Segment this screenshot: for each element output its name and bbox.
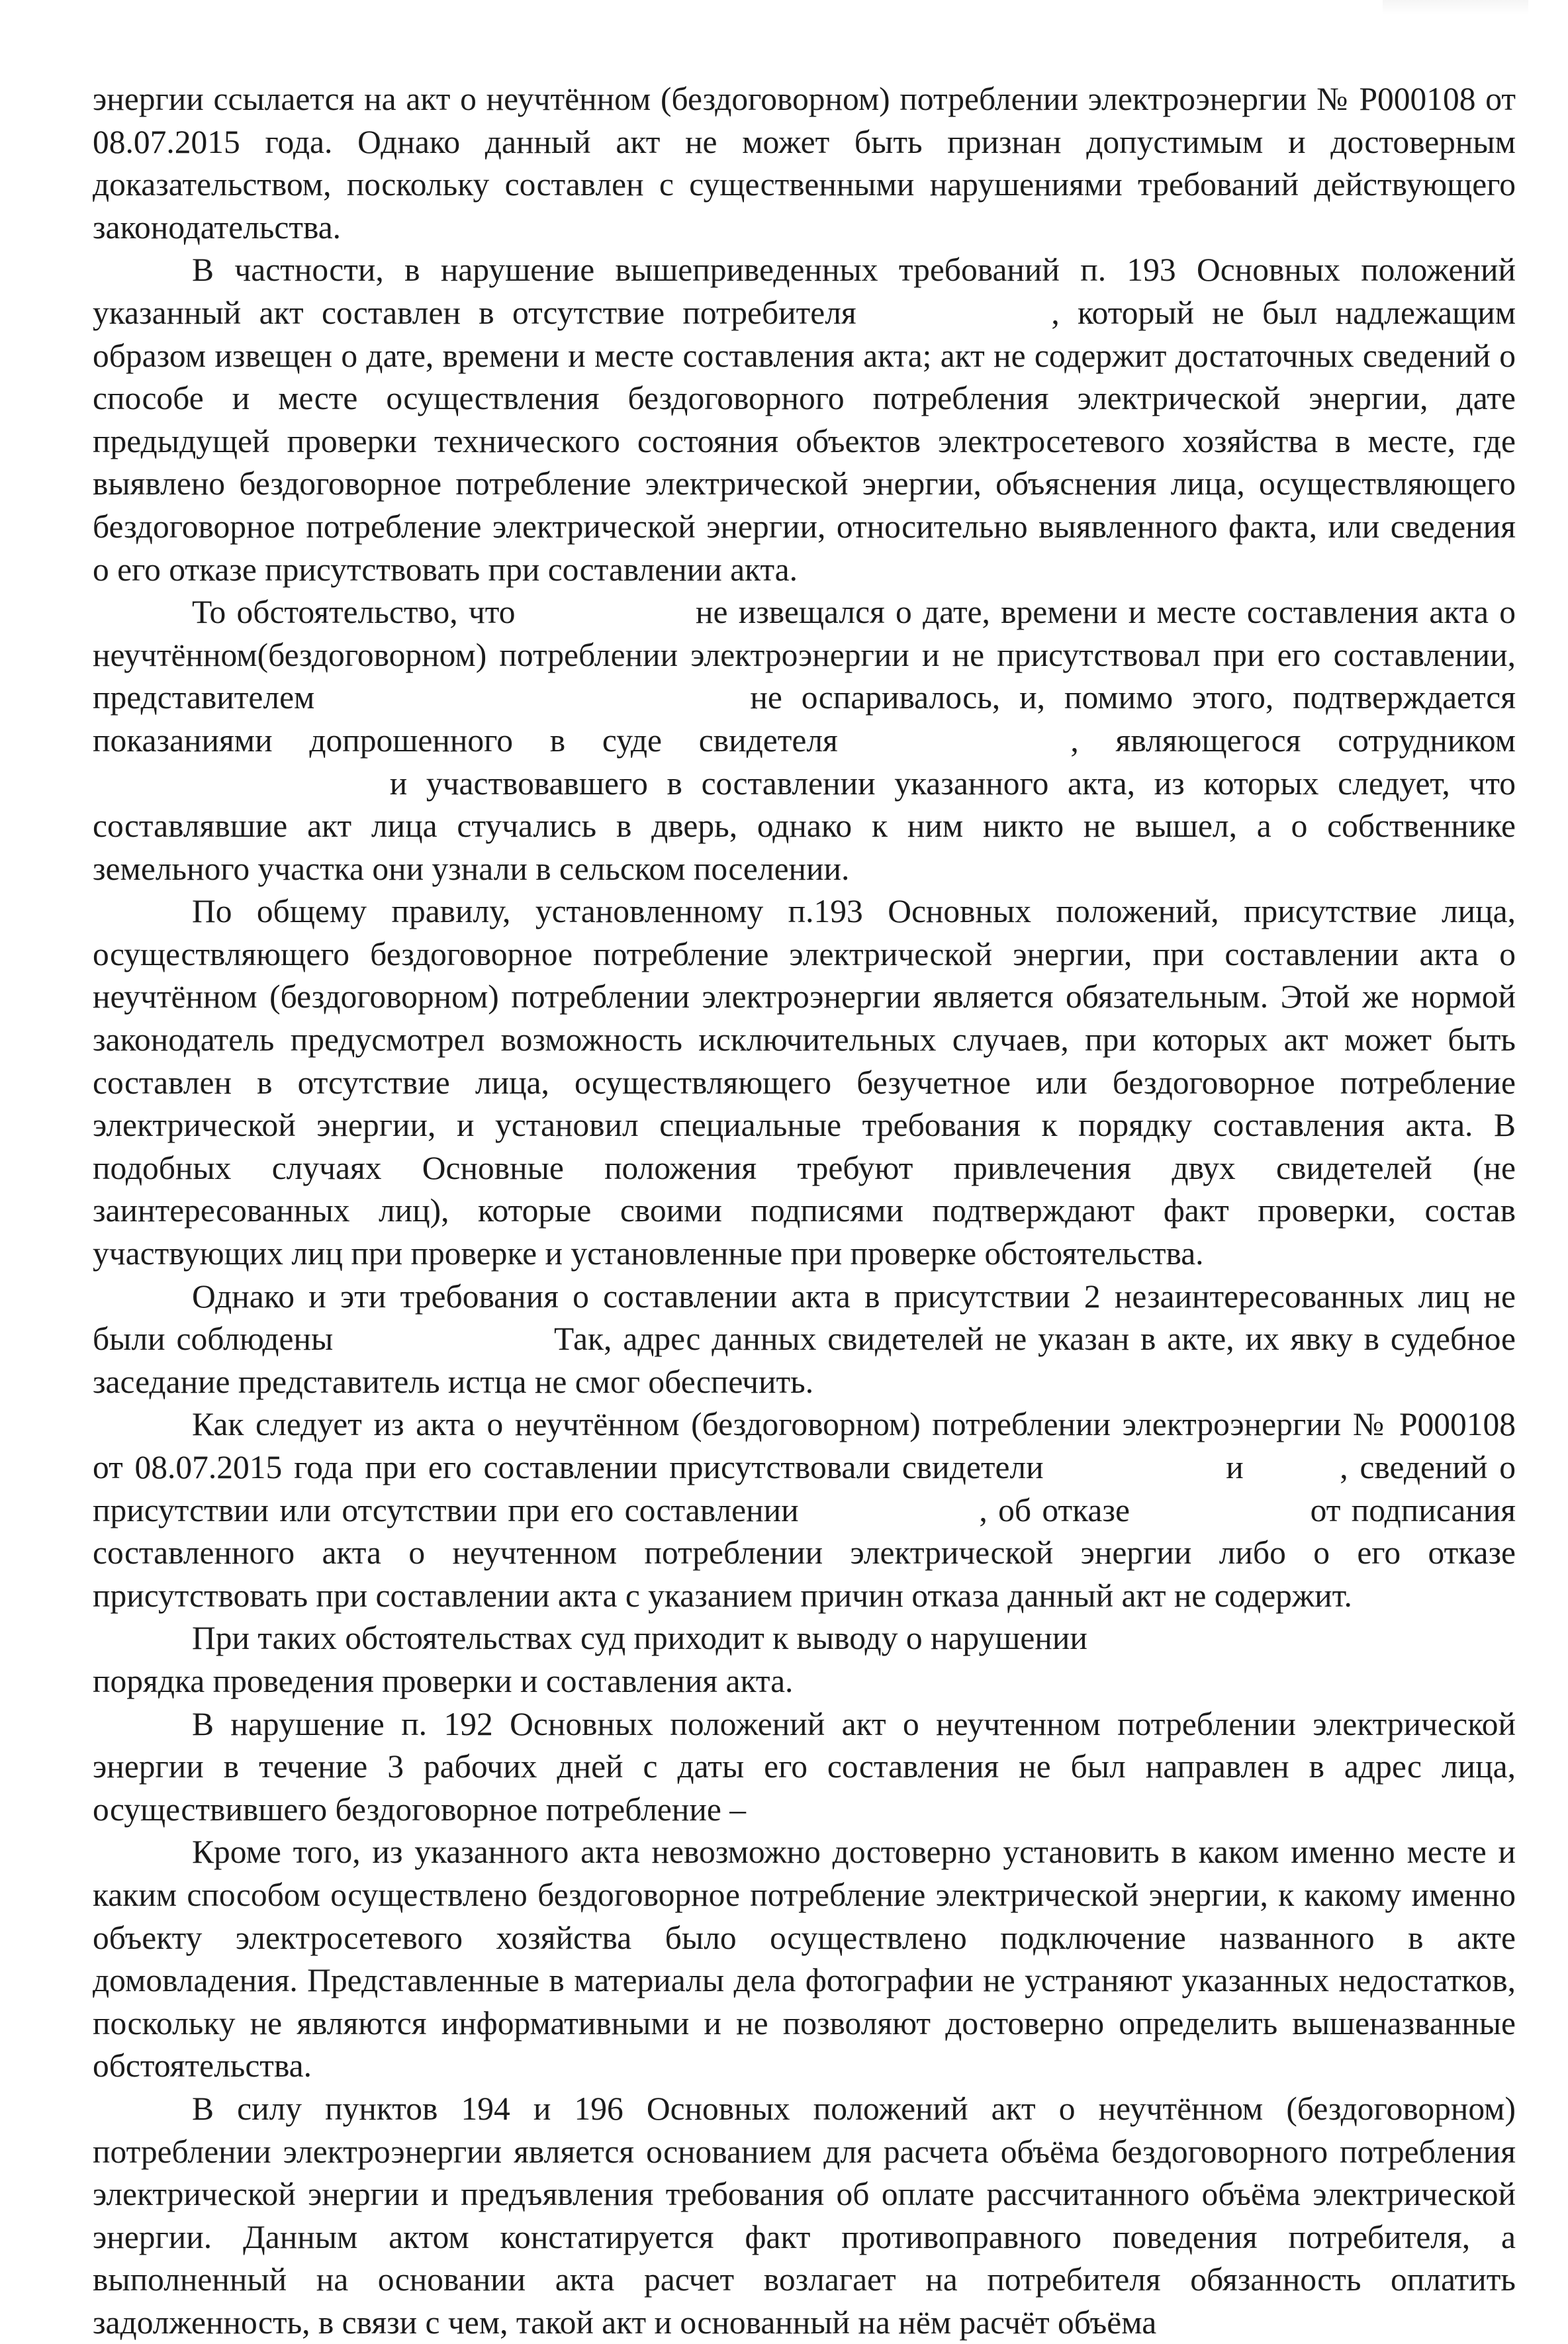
paragraph-text: Кроме того, из указанного акта невозможно достоверно установить в каком именно месте и каким способом осуществлено бездоговорное потребление электрической энергии, к какому именно объекту электросетевого хозяйства было осуществлено подключение названного в акте домовладения. Представленные в материалы дела фотографии не устраняют указанных недостатков, поскольку не являются информативными и не позволяют достоверно определить вышеназванные обстоятельства. — [93, 1834, 1516, 2085]
paragraph-text: энергии ссылается на акт о неучтённом (бездоговорном) потреблении электроэнергии № Р000108 от 08.07.2015 года. Однако данный акт не может быть признан допустимым и достоверным доказательством, поскольку составлен с существенными нарушениями требований действующего законодательства. — [93, 81, 1516, 246]
paragraph-p8 — [93, 1660, 1516, 1703]
paragraph-text: Как следует из акта о неучтённом (бездоговорном) потреблении электроэнергии № Р000108 от 08.07.2015 года при его составлении присутствовали свидетели — [93, 1406, 1516, 1485]
paragraph-p11 — [93, 2088, 1516, 2344]
paragraph-p5 — [93, 1276, 1516, 1404]
paragraph-p10 — [93, 1831, 1516, 2088]
paragraph-text: То обстоятельство, что — [192, 594, 516, 631]
paragraph-text: и — [1226, 1449, 1244, 1485]
paragraph-p3 — [93, 591, 1516, 890]
document-body — [93, 78, 1516, 2344]
paragraph-p1 — [93, 78, 1516, 249]
paragraph-text: , об отказе — [979, 1491, 1130, 1528]
paragraph-text: , который не был надлежащим образом извещен о дате, времени и месте составления акта; акт не содержит достаточных сведений о способе и месте осуществления бездоговорного потребления электрической энергии, дате предыдущей проверки технического состояния объектов электросетевого хозяйства в месте, где выявлено бездоговорное потребление электрической энергии, объяснения лица, осуществляющего бездоговорное потребление электрической энергии, относительно выявленного факта, или сведения о его отказе присутствовать при составлении акта. — [93, 294, 1516, 588]
scan-edge-mark — [1383, 0, 1528, 15]
paragraph-p4 — [93, 890, 1516, 1275]
paragraph-text: Так, адрес данных свидетелей не указан в акте, их явку в судебное заседание представитель истца не смог обеспечить. — [93, 1321, 1516, 1400]
paragraph-text: Однако и эти требования о составлении акта в присутствии 2 незаинтересованных лиц не были соблюдены — [93, 1278, 1516, 1358]
paragraph-text: не извещался о дате, времени и месте составления акта о неучтённом(бездоговорном) потреблении электроэнергии и не присутствовал при его составлении, представителем — [93, 594, 1516, 716]
paragraph-text: В нарушение п. 192 Основных положений акт о неучтенном потреблении электрической энергии в течение 3 рабочих дней с даты его составления не был направлен в адрес лица, осуществившего бездоговорное потребление – — [93, 1705, 1516, 1828]
paragraph-p7 — [93, 1617, 1178, 1660]
paragraph-p6 — [93, 1403, 1516, 1617]
paragraph-p9 — [93, 1703, 1516, 1832]
paragraph-text: В частности, в нарушение вышеприведенных требований п. 193 Основных положений указанный акт составлен в отсутствие потребителя — [93, 252, 1516, 331]
paragraph-text: , сведений о присутствии или отсутствии при его составлении — [93, 1449, 1516, 1528]
paragraph-p2 — [93, 249, 1516, 591]
paragraph-text: и участвовавшего в составлении указанного акта, из которых следует, что составлявшие акт лица стучались в дверь, однако к ним никто не вышел, а о собственнике земельного участка они узнали в сельском поселении. — [93, 765, 1516, 887]
paragraph-text: , являющегося сотрудником — [1070, 722, 1516, 759]
paragraph-text: не оспаривалось, и, помимо этого, подтверждается показаниями допрошенного в суде свидетеля — [93, 679, 1516, 759]
paragraph-text: от подписания составленного акта о неучтенном потреблении электрической энергии либо о его отказе присутствовать при составлении акта с указанием причин отказа данный акт не содержит. — [93, 1491, 1516, 1614]
paragraph-text: По общему правилу, установленному п.193 Основных положений, присутствие лица, осуществляющего бездоговорное потребление электрической энергии, при составлении акта о неучтённом (бездоговорном) потреблении электроэнергии является обязательным. Этой же нормой законодатель предусмотрел возможность исключительных случаев, при которых акт может быть составлен в отсутствие лица, осуществляющего безучетное или бездоговорное потребление электрической энергии, и установил специальные требования к порядку составления акта. В подобных случаях Основные положения требуют привлечения двух свидетелей (не заинтересованных лиц), которые своими подписями подтверждают факт проверки, состав участвующих лиц при проверке и установленные при проверке обстоятельства. — [93, 893, 1516, 1272]
paragraph-text: В силу пунктов 194 и 196 Основных положений акт о неучтённом (бездоговорном) потреблении электроэнергии является основанием для расчета объёма бездоговорного потребления электрической энергии и предъявления требования об оплате рассчитанного объёма электрической энергии. Данным актом констатируется факт противоправного поведения потребителя, а выполненный на основании акта расчет возлагает на потребителя обязанность оплатить задолженность, в связи с чем, такой акт и основанный на нём расчёт объёма — [93, 2090, 1516, 2341]
paragraph-text: порядка проведения проверки и составления акта. — [93, 1662, 794, 1699]
paragraph-text: При таких обстоятельствах суд приходит к выводу о нарушении — [192, 1620, 1087, 1657]
